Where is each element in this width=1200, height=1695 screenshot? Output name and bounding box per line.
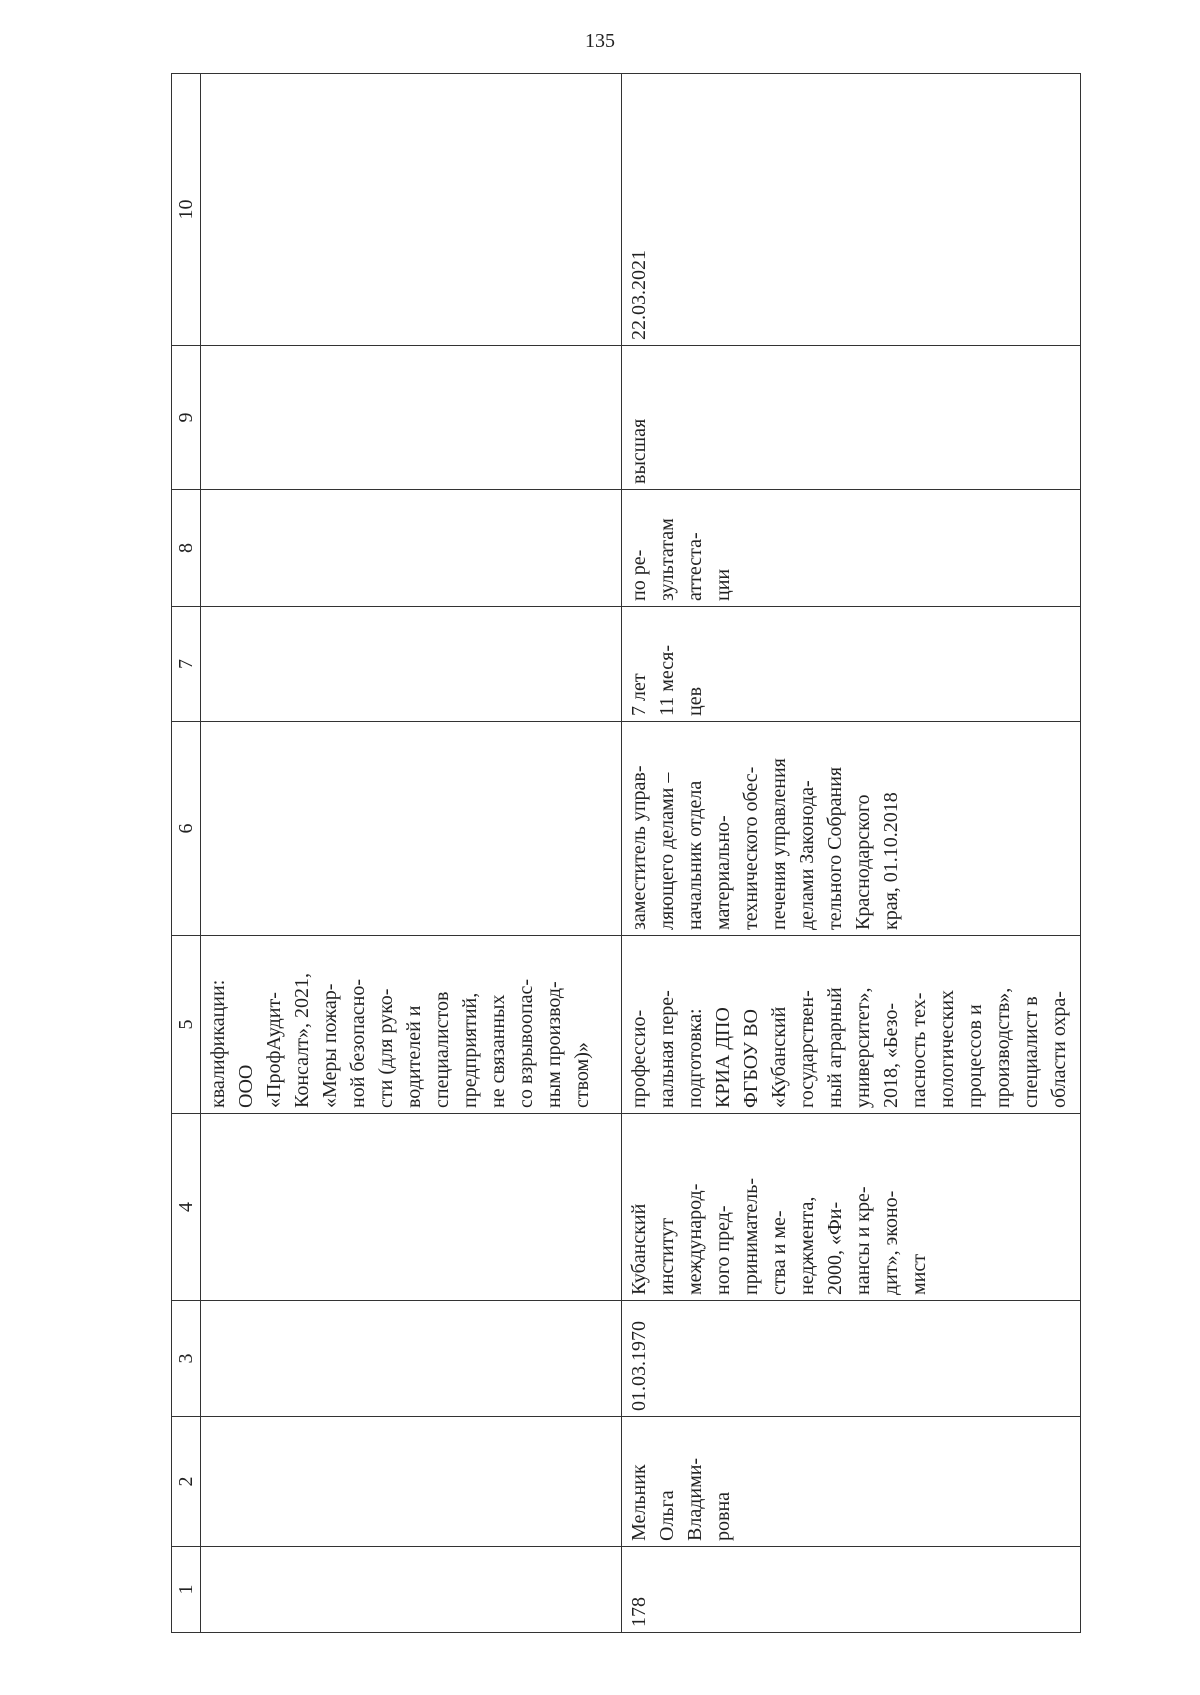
birth-date-cell: 01.03.1970 xyxy=(622,1301,1081,1417)
table-row xyxy=(622,74,1081,1633)
header-cell: 10 xyxy=(172,74,201,346)
text-line: университет», xyxy=(852,987,874,1108)
text-line: материально- xyxy=(712,815,734,930)
header-cell: 6 xyxy=(172,722,201,936)
text-line: по ре- xyxy=(628,549,650,601)
empty-cell xyxy=(201,1417,622,1547)
text-line: Краснодарского xyxy=(852,794,874,930)
text-line: ства и ме- xyxy=(768,1210,790,1295)
text-line: специалистов xyxy=(431,991,453,1108)
text-line: тельного Собрания xyxy=(824,766,846,930)
text-line: государствен- xyxy=(796,990,818,1108)
text-line: «ПрофАудит- xyxy=(263,992,285,1108)
text-line: международ- xyxy=(684,1183,706,1295)
text-line: приниматель- xyxy=(740,1177,762,1295)
text-line: пасность тех- xyxy=(908,992,930,1108)
text-line: ции xyxy=(712,568,734,601)
empty-cell xyxy=(201,1547,622,1633)
experience-cell xyxy=(622,607,1081,722)
text-line: области охра- xyxy=(1048,991,1070,1108)
header-cell: 4 xyxy=(172,1114,201,1301)
text-line: зультатам xyxy=(656,518,678,601)
text-line: края, 01.10.2018 xyxy=(880,792,902,930)
text-line: Мельник xyxy=(628,1464,650,1541)
text-line: подготовка: xyxy=(684,1008,706,1108)
header-cell: 2 xyxy=(172,1417,201,1547)
text-line: Владими- xyxy=(684,1457,706,1541)
position-cell xyxy=(622,722,1081,936)
text-line: ный аграрный xyxy=(824,987,846,1108)
text-line: ного пред- xyxy=(712,1205,734,1295)
text-line: процессов и xyxy=(964,1004,986,1108)
category-cell: высшая xyxy=(622,346,1081,490)
page-number: 135 xyxy=(585,30,615,52)
text-line: цев xyxy=(684,686,706,716)
empty-cell xyxy=(201,346,622,490)
text-line: ством)» xyxy=(571,1042,593,1108)
text-line: ФГБОУ ВО xyxy=(740,1009,762,1108)
text-line: квалификации: xyxy=(207,979,229,1108)
text-line: дит», эконо- xyxy=(880,1190,902,1295)
text-line: производств», xyxy=(992,987,1014,1108)
text-line: нансы и кре- xyxy=(852,1186,874,1295)
text-line: Кубанский xyxy=(628,1203,650,1295)
text-line: 2000, «Фи- xyxy=(824,1201,846,1295)
text-line: «Кубанский xyxy=(768,1006,790,1108)
text-line: технического обес- xyxy=(740,766,762,930)
text-line: мист xyxy=(908,1254,930,1295)
empty-cell xyxy=(201,490,622,607)
text-line: ной безопасно- xyxy=(347,978,369,1108)
text-line: нальная пере- xyxy=(656,990,678,1108)
empty-cell xyxy=(201,1301,622,1417)
text-line: Консалт», 2021, xyxy=(291,973,313,1108)
header-cell: 1 xyxy=(172,1547,201,1633)
date-cell: 22.03.2021 xyxy=(622,74,1081,346)
rotated-table-container xyxy=(171,74,1068,1633)
training-cell xyxy=(622,936,1081,1114)
name-cell xyxy=(622,1417,1081,1547)
text-line: Ольга xyxy=(656,1490,678,1541)
text-line: специалист в xyxy=(1020,996,1042,1108)
empty-cell xyxy=(201,74,622,346)
text-line: печения управления xyxy=(768,758,790,930)
text-line: сти (для руко- xyxy=(375,988,397,1108)
empty-cell xyxy=(201,722,622,936)
record-number-cell: 178 xyxy=(622,1547,1081,1633)
text-line: 2018, «Безо- xyxy=(880,1002,902,1108)
continuation-row xyxy=(201,74,622,1633)
basis-cell xyxy=(622,490,1081,607)
text-line: со взрывоопас- xyxy=(515,978,537,1108)
text-line: предприятий, xyxy=(459,992,481,1108)
text-line: аттеста- xyxy=(684,532,706,601)
header-cell: 3 xyxy=(172,1301,201,1417)
text-line: «Меры пожар- xyxy=(319,983,341,1108)
text-line: КРИА ДПО xyxy=(712,1007,734,1108)
text-line: неджмента, xyxy=(796,1196,818,1295)
header-cell: 7 xyxy=(172,607,201,722)
personnel-table xyxy=(171,73,1081,1633)
text-line: 11 меся- xyxy=(656,644,678,716)
education-cell xyxy=(622,1114,1081,1301)
text-line: делами Законода- xyxy=(796,780,818,930)
text-line: нологических xyxy=(936,989,958,1108)
header-row xyxy=(172,74,201,1633)
text-line: институт xyxy=(656,1218,678,1295)
header-cell: 9 xyxy=(172,346,201,490)
text-line: ным производ- xyxy=(543,981,565,1108)
empty-cell xyxy=(201,1114,622,1301)
header-cell: 8 xyxy=(172,490,201,607)
text-line: водителей и xyxy=(403,1005,425,1108)
text-line: ровна xyxy=(712,1491,734,1541)
training-continuation-cell xyxy=(201,936,622,1114)
text-line: ООО xyxy=(235,1064,257,1108)
text-line: заместитель управ- xyxy=(628,765,650,930)
text-line: ляющего делами – xyxy=(656,772,678,930)
text-line: профессио- xyxy=(628,1009,650,1108)
text-line: начальник отдела xyxy=(684,780,706,930)
empty-cell xyxy=(201,607,622,722)
text-line: не связанных xyxy=(487,994,509,1108)
header-cell: 5 xyxy=(172,936,201,1114)
text-line: 7 лет xyxy=(628,673,650,716)
